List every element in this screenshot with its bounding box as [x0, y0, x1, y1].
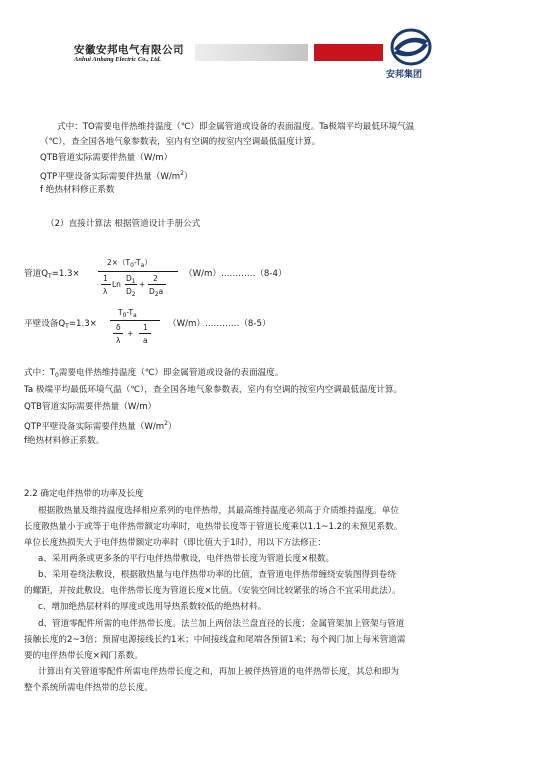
s3-line: 的螺距，并按此敷设。电伴热带长度为管道长度×比值。（安装空间比较紧张的场合不宜采用此法）。: [24, 586, 401, 596]
s3-heading: 2.2 确定电伴热带的功率及长度: [24, 489, 144, 499]
formula2-den-b-top: 1: [143, 323, 148, 332]
formula1-den-a-bar: [101, 284, 111, 285]
header-red-bar: [314, 44, 383, 61]
s2-f: f绝热材料修正系数。: [24, 436, 105, 446]
s3-line: d、管道零配件所需的电伴热带长度。法兰加上两倍法兰盘直径的长度；金属管架加上管架与管道: [38, 619, 405, 629]
s3-line: 整个系统所需电伴热带的总长度。: [24, 683, 153, 693]
formula1-den-b-top: $D_1$: [126, 274, 136, 285]
s2-line2: Ta 极端平均最低环境气温（℃），查全国各地气象参数表，室内有空调的按室内空调最低温度计算。: [24, 385, 403, 395]
formula2-lhs: 平壁设备$Q_T=1.3\times$: [24, 319, 97, 330]
s2-qtp: QTP平壁设备实际需要伴热量$(W/m^2)$: [24, 420, 177, 432]
s2-line1: 式中：$T_0$需要电伴热维持温度（℃）即金属管道或设备的表面温度。: [24, 368, 284, 379]
formula2-plus: +: [127, 329, 134, 338]
formula1-unit: （W/m）…………（8-4）: [184, 269, 287, 279]
s1-f: f 绝热材料修正系数: [40, 185, 115, 195]
s1-qtp: QTP平壁设备实际需要伴热量$(W/m^2)$: [40, 170, 193, 182]
formula1-den-a-top: 1: [103, 274, 108, 283]
formula2-numerator: $T_0-T_a$: [118, 308, 137, 319]
formula1-den-c-bar: [148, 284, 166, 285]
s3-line: 单位长度热损失大于电伴热带额定功率时（即比值大于1时），用以下方法修正：: [24, 538, 326, 548]
s3-line: b、采用卷绕法敷设，根据散热量与电伴热带功率的比值，查管道电伴热带缠绕安装图得到卷绕: [38, 570, 396, 580]
s1-qtb: QTB管道实际需要伴热量（W/m）: [40, 153, 173, 163]
s1-line2: （℃），查全国各地气象参数表，室内有空调的按室内空调最低温度计算。: [40, 137, 321, 147]
s3-line: 要的电伴热带长度×阀门系数。: [24, 651, 143, 661]
formula1-plus: +: [139, 280, 146, 289]
formula1-lhs: 管道$Q_T=1.3\times$: [24, 269, 80, 280]
formula1-ln: Ln: [112, 280, 121, 289]
method2-title: （2）直接计算法 根据管道设计手册公式: [46, 219, 201, 229]
s3-line: c、增加绝热层材料的厚度或选用导热系数较低的绝热材料。: [38, 602, 267, 612]
formula2-main-fraction-bar: [110, 320, 160, 321]
s1-line1: 式中：TO需要电伴热维持温度（℃）即金属管道或设备的表面温度。Ta极端平均最低环境气温: [57, 122, 415, 132]
formula2-den-b-bot: a: [143, 336, 148, 345]
formula2-den-a-bar: [113, 333, 123, 334]
s3-line: 计算出有关管道零配件所需电伴热带长度之和，再加上被伴热管道的电伴热带长度，其总和即为: [38, 667, 399, 677]
s3-line: 长度散热量小于或等于电伴热带额定功率时，电热带长度等于管道长度乘以1.1~1.2的未预见系数。: [24, 522, 403, 532]
formula1-numerator: $2\times(T_0-T_a)$: [107, 258, 152, 269]
s3-line: 接触长度的2~3倍；预留电源接线长约1米；中间接线盒和尾端各预留1米；每个阀门加上每米管道需: [24, 635, 406, 645]
formula1-den-c-top: 2: [153, 274, 158, 283]
company-name-en: Anhui Anbang Electric Co., Ltd.: [74, 56, 161, 63]
formula2-den-a-bot: λ: [116, 336, 121, 345]
logo-text: 安邦集团: [386, 70, 423, 80]
s2-qtb: QTB管道实际需要伴热量（W/m）: [24, 402, 157, 412]
formula2-den-b-bar: [139, 333, 151, 334]
formula1-den-b-bot: $D_2$: [126, 287, 136, 298]
s3-line: 根据散热量及维持温度选择相应系列的电伴热带，其最高维持温度必须高于介质维持温度。单位: [38, 506, 399, 516]
company-name-cn: 安徽安邦电气有限公司: [74, 44, 184, 56]
formula1-den-a-bot: λ: [103, 287, 108, 296]
s3-line: a、采用两条或更多条的平行电伴热带敷设，电伴热带长度为管道长度×根数。: [38, 554, 335, 564]
formula1-main-fraction-bar: [98, 271, 178, 272]
formula2-unit: （W/m）…………（8-5）: [168, 319, 271, 329]
formula2-den-a-top: δ: [116, 323, 121, 332]
formula1-den-b-bar: [125, 284, 137, 285]
header-gray-bar: [195, 44, 308, 61]
formula1-den-c-bot: $D_2a$: [149, 287, 164, 298]
anbang-logo-icon: [388, 27, 434, 69]
